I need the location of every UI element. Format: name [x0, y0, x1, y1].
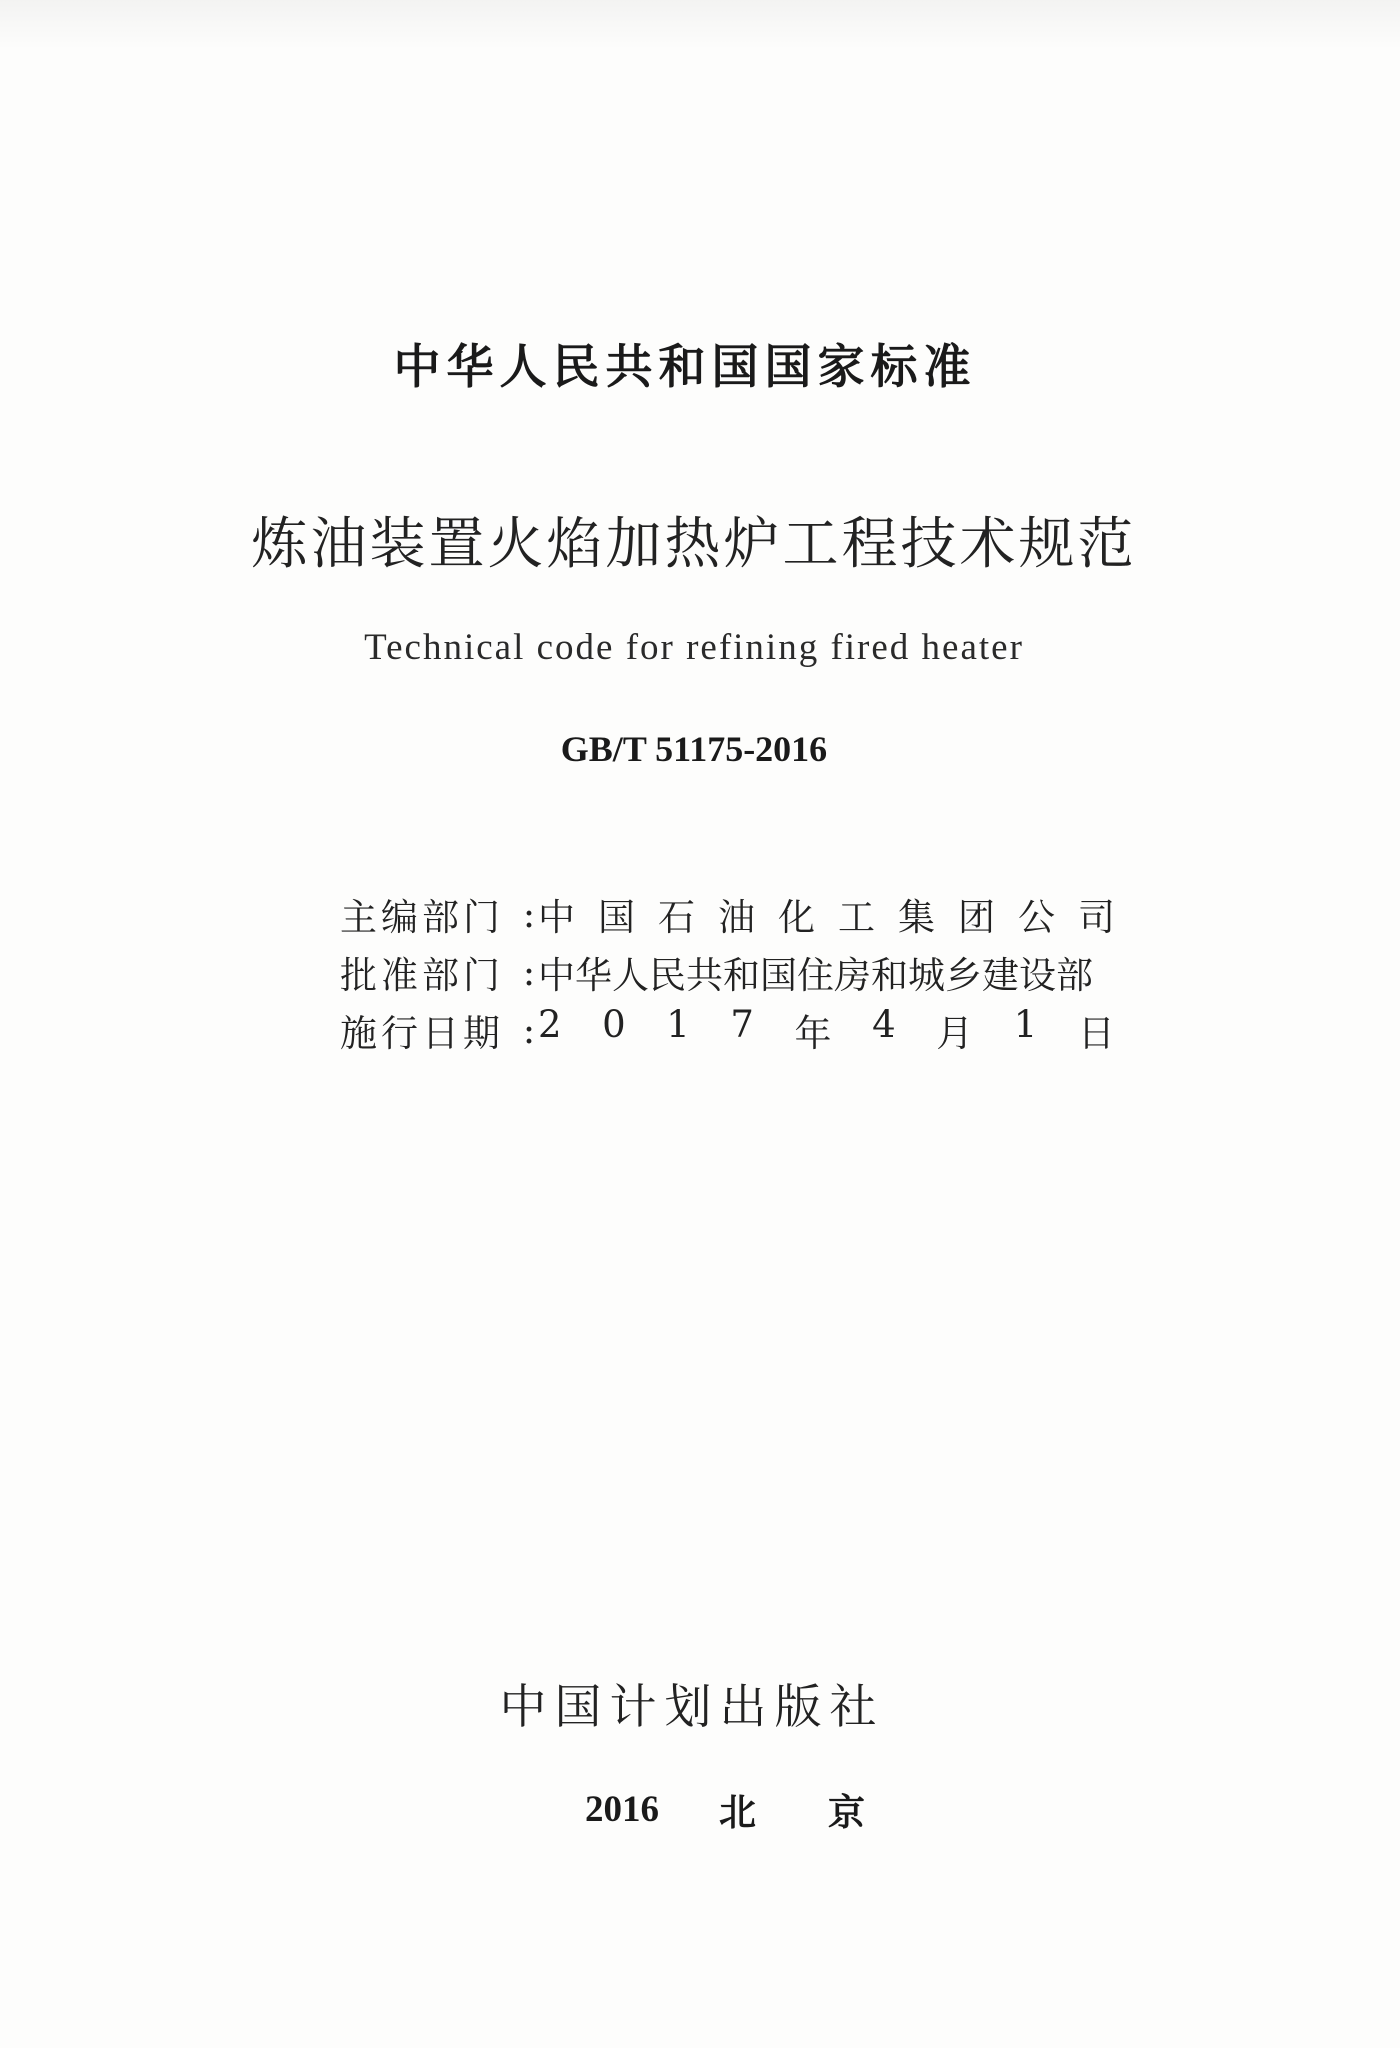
national-standard-heading: 中华人民共和国国家标准 [393, 340, 977, 395]
date-char: 4 [872, 1003, 896, 1046]
date-char: 日 [1077, 1012, 1115, 1055]
editor-char: 工 [838, 896, 875, 939]
publication-place-year [585, 1782, 937, 1836]
approver-row [340, 943, 1115, 1001]
editor-row [340, 885, 1115, 943]
approver-label: 批准部门 [340, 954, 504, 997]
english-title: Technical code for refining fired heater [364, 627, 1024, 668]
editor-colon: : [522, 892, 536, 936]
editor-char: 司 [1078, 896, 1115, 939]
approver-value: 中华人民共和国住房和城乡建设部 [538, 954, 1093, 997]
scan-shadow [0, 0, 1400, 50]
editor-char: 集 [898, 896, 935, 939]
editor-value [538, 887, 1115, 941]
date-char: 7 [730, 1003, 754, 1046]
date-char: 1 [1013, 1003, 1038, 1046]
effective-date-label: 施行日期 [340, 1012, 504, 1055]
editor-char: 中 [538, 896, 575, 939]
date-char: 2 [538, 1003, 562, 1046]
effective-date-row [340, 1001, 1115, 1059]
chinese-title: 炼油装置火焰加热炉工程技术规范 [251, 512, 1137, 577]
publication-year: 2016 [585, 1788, 659, 1830]
date-char: 年 [794, 1012, 832, 1055]
publisher-name: 中国计划出版社 [499, 1680, 885, 1735]
editor-char: 石 [658, 896, 695, 939]
info-block [340, 885, 1115, 1059]
effective-date-value [538, 1003, 1115, 1057]
approver-colon: : [522, 950, 536, 994]
date-char: 0 [602, 1003, 626, 1046]
editor-char: 化 [778, 896, 815, 939]
editor-char: 公 [1018, 896, 1055, 939]
editor-char: 国 [598, 896, 635, 939]
publication-city: 北京 [719, 1791, 937, 1834]
effective-date-colon: : [522, 1008, 536, 1052]
date-char: 1 [666, 1003, 690, 1046]
editor-label: 主编部门 [340, 896, 504, 939]
date-char: 月 [936, 1012, 974, 1055]
editor-char: 油 [718, 896, 755, 939]
editor-char: 团 [958, 896, 995, 939]
standard-number: GB/T 51175-2016 [560, 729, 828, 769]
